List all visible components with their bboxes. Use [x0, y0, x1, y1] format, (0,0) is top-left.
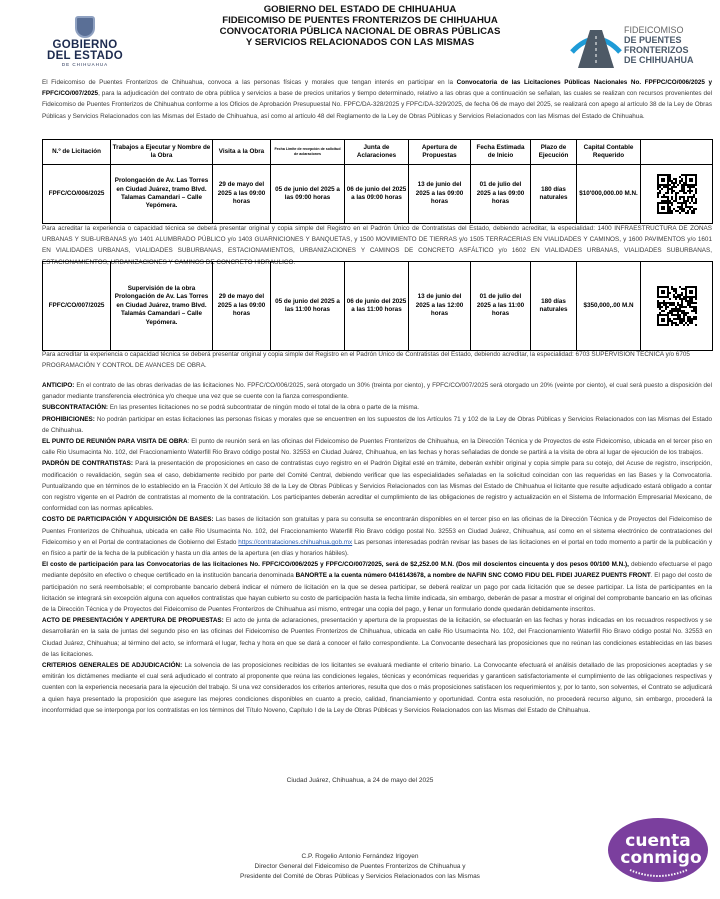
cell-start-date: 01 de julio del 2025 a las 11:00 horas [471, 262, 531, 351]
text: ACTO DE PRESENTACIÓN Y APERTURA DE PROPUESTAS: [42, 617, 224, 625]
text: EL PUNTO DE REUNIÓN PARA VISITA DE OBRA [42, 438, 188, 446]
cell-term: 180 días naturales [531, 165, 577, 224]
costo-paragraph [42, 514, 712, 559]
signer-name: C.P. Rogelio Antonio Fernández Irigoyen [301, 853, 419, 860]
text: Pará la presentación de proposiciones en caso de contratistas cuyo registro en el Padrón Digital esté en trámite, deberán exhibir original y copia simple para su cotejo, del Acuse de registro, inscripción, modificación o revalidación, según sea el caso, debidamente recibido por parte del Comité Central, debiendo verificar que las especialidades señaladas en la solicitud coincidan con las requeridas en las Bases y la Convocatoria. Puntualizando que en términos de lo establecido en la Fracción X del Artículo 38 de la Ley de Obras Públicas y Servicios Relacionados con las Mismas del Estado de Chihuahua el licitante que resulte adjudicado estará obligado a contar con registro vigente en el Padrón de contratistas al momento de la contratación. Los participantes deberán acreditar el cumplimiento de las obligaciones de registro y actualización en el Sistema de Información Empresarial Mexicano, de conformidad con las normas aplicables. [42, 460, 713, 513]
logo-text: DEL ESTADO [46, 50, 124, 62]
logo-text: FRONTERIZOS [624, 45, 689, 55]
text: Las bases de licitación son gratuitas y para su consulta se encontrarán disponibles en el tercer piso en las oficinas de la Dirección Técnica y de Proyectos del Fideicomiso de Puentes Fronterizos de Chihuahua, ubicada en calle Rio Usumacinta No. 102, del Fraccionamiento Waterfill Rio Bravo código postal No. 32553 en Ciudad Juárez, Chihuahua, así como en el sistema electrónico de contrataciones del Fideicomiso y en el Portal de contrataciones de Gobierno del Estado [42, 516, 712, 546]
text: : El punto de reunión será en las oficinas del Fideicomiso de Puentes Fronterizos de Chihuahua, en la Dirección Técnica y de Proyectos de este Fideicomiso, ubicada en el tercer piso en calle Rio Usumacinta No. 102, del Fraccionamiento Waterfill Rio Bravo código postal No. 32553 en Ciudad Juárez, Chihuahua, en las fechas y horas señaladas de donde se partirá a la visita de obra al lugar de ejecución de los trabajos. [42, 438, 712, 457]
text: El costo de participación para las Convocatorias de las licitaciones No. FPFC/CO/006/2025 y FPFC/CO/007/2025, será de $2,252.00 M.N. (Dos mil doscientos cincuenta y dos pesos 00/100 M.N.), [42, 561, 629, 569]
cuenta-conmigo-badge [605, 812, 711, 884]
text: No podrán participar en estas licitaciones las personas físicas y morales que se encuentren en los supuestos de los Artículos 71 y 102 de la Ley de Obras Públicas y Servicios Relacionados con las Mismas del Estado de Chihuahua. [42, 415, 712, 434]
text: Las personas interesadas podrán revisar las bases de las licitaciones en el portal en todo momento a partir de la publicación y en físico a partir de la fecha de la publicación y hasta un día antes de la apertura (en días y horarios hábiles). [42, 538, 712, 558]
place-date: Ciudad Juárez, Chihuahua, a 24 de mayo del 2025 [286, 777, 434, 784]
gobierno-estado-logo [42, 16, 128, 67]
cell-tender-number: FPFC/CO/007/2025 [43, 262, 111, 351]
prohibiciones-paragraph [42, 414, 712, 436]
anticipo-paragraph [42, 380, 712, 402]
cell-site-visit: 29 de mayo del 2025 a las 09:00 horas [213, 262, 271, 351]
column-header: Apertura de Propuestas [409, 140, 471, 165]
column-header: Visita a la Obra [213, 140, 271, 165]
text: ANTICIPO: [42, 382, 75, 389]
badge-text: cuenta [625, 831, 691, 851]
text: . El pago del costo de participación no será reembolsable; el comprobante bancario deberá indicar el número de licitación en la que se desea participar, se deberá realizar un pago por cada licitación que se desee participar. La lista de participantes en la licitación se integrará sin excepción alguna con aquellos contratistas que hayan cubierto su costo de participación hasta la fecha límite indicada, sin embargo, deberán de pasar a mostrar el original del comprobante bancario en las oficinas de la Dirección Técnica y de Proyectos del Fideicomiso de Puentes Fronterizos de Chihuahua así mismo, entregar una copia del pago, y llenar un formulario donde quedarán debidamente inscritos. [42, 572, 713, 614]
text: El Fideicomiso de Puentes Fronterizos de Chihuahua, convoca a las personas físicas y morales que tengan interés en participar en la [42, 79, 457, 86]
column-header: Capital Contable Requerido [577, 140, 641, 165]
cell-tender-number: FPFC/CO/006/2025 [43, 165, 111, 224]
cuenta-conmigo-logo [605, 812, 711, 884]
cell-proposal-opening: 13 de junio del 2025 a las 09:00 horas [409, 165, 471, 224]
subcontratacion-paragraph [42, 402, 712, 413]
text: , para la adjudicación del contrato de obra pública y servicios a base de precios unitarios y tiempo determinado, relativo a las obras que a continuación se señalan, las cuales se realizan con recursos provenientes del Fideicomiso de Puentes Fronterizos de Chihuahua conforme a los Oficios de Aprobación Presupuestal No. FPFC/DA-328/2025 y FPFC/DA-329/2025, de fecha 06 de mayo del 2025, se realizará con apego al artículo 38 de la Ley de Obras Públicas y Servicios Relacionados con las Mismas del Estado de Chihuahua, así como al artículo 48 del Reglamento de la Ley de Obras Públicas y Servicios Relacionados con las Mismas del Estado de Chihuahua. [42, 90, 712, 120]
column-header: Junta de Aclaraciones [345, 140, 409, 165]
cell-proposal-opening: 13 de junio del 2025 a las 12:00 horas [409, 262, 471, 351]
qr-code-icon[interactable] [657, 174, 697, 214]
cell-clarification-deadline: 05 de junio del 2025 a las 11:00 horas [271, 262, 345, 351]
badge-text: conmigo [620, 848, 702, 868]
cell-capital: $350,000,.00 M.N [577, 262, 641, 351]
logo-text: FIDEICOMISO [624, 25, 684, 35]
cell-clarification-deadline: 05 de junio del 2025 a las 09:00 horas [271, 165, 345, 224]
header-line: CONVOCATORIA PÚBLICA NACIONAL DE OBRAS PÚBLICAS [219, 26, 501, 37]
table-row [43, 262, 713, 351]
coat-of-arms-icon [75, 16, 95, 38]
intro-paragraph [42, 77, 712, 122]
table-row [43, 165, 713, 224]
text: SUBCONTRATACIÓN: [42, 404, 109, 412]
table-header-row [43, 140, 713, 165]
column-header: Fecha Límite de recepción de solicitud de aclaraciones [271, 140, 345, 165]
cell-capital: $10'000,000.00 M.N. [577, 165, 641, 224]
signer-title: Presidente del Comité de Obras Públicas y Servicios Relacionados con las Mismas [240, 873, 480, 880]
padron-paragraph [42, 458, 712, 514]
text: En las presentes licitaciones no se podrá subcontratar de ningún modo el total de la obra o parte de la misma. [108, 404, 420, 412]
punto-reunion-paragraph [42, 436, 712, 458]
text: Convocatoria de las Licitaciones Públicas Nacionales No. FPFPC/CO/006/2025 y FPFC/CO/007/2025 [42, 79, 712, 98]
logo-text: DE CHIHUAHUA [61, 62, 109, 67]
text: En el contrato de las obras derivadas de las licitaciones No. FPFC/CO/006/2025, será otorgado un 30% (treinta por ciento), y FPFC/CO/007/2025 será otorgado un 20% (veinte por ciento), el cual será puesto a disposición del ganador mediante transferencia electrónica y/o cheque una vez que se cuente con la fianza correspondiente. [42, 382, 712, 401]
requirements-note-1: Para acreditar la experiencia o capacidad técnica se deberá presentar original y copia simple del Registro en el Padrón Único de Contratistas del Estado, debiendo acreditar, la especialidad: 1400 INFRAESTRUCTURA DE ZONAS URBANAS Y SUB-URBANAS y/o 1401 ALUMBRADO PÚBLICO y/o 1403 GUARNICIONES Y BANQUETAS, y 1500 MOVIMIENTO DE TIERRAS y/o 1505 TERRACERIAS EN VIALIDADES Y CAMINOS, y 1600 PAVIMENTOS y/o 1601 EN VIALIDADES URBANAS, VIALIDADES SUBURBANAS, ESTACIONAMIENTOS, URBANIZACIONES Y CAMINOS DE CONCRETO ASFÁLTICO y/o 1602 EN VIALIDADES URBANAS, VIALIDADES SUBURBANAS, ESTACIONAMIENTOS, URBANIZACIONES Y CAMINOS DE CONCRETO HIDRAULICO. [42, 225, 712, 266]
text: La solvencia de las proposiciones recibidas de los licitantes se evaluará mediante el criterio binario. La Convocante efectuará el análisis detallado de las proposiciones aceptadas y se emitirán los dictámenes mediante el cual será adjudicado el contrato al proponente que reúna las condiciones legales, técnicas y económicas requeridas y garanticen satisfactoriamente el cumplimiento de las obligaciones respectivas y cuenten con la experiencia necesaria para la ejecución del trabajo. Si una vez considerados los criterios anteriores, resulta que dos o más proposiciones satisfacen los requerimientos y, por lo tanto, son solventes, el Contrato se adjudicará a quien haya presentado la proposición que asegure las mejores condiciones disponibles en cuanto a precio, calidad, financiamiento y oportunidad. Contra esta resolución, no procederá recurso alguno, sin embargo, procederá la inconformidad que se interponga por los contratistas en los términos del Título Noveno, Capítulo I de la Ley de Obras Públicas y Servicios Relacionados con las Mismas del Estado de Chihuahua. [42, 662, 712, 714]
qr-header [641, 140, 713, 165]
logo-text: DE CHIHUAHUA [624, 55, 694, 65]
text: CRITERIOS GENERALES DE ADJUDICACIÓN: [42, 662, 183, 670]
text: PROHIBICIONES: [42, 415, 95, 423]
text: COSTO DE PARTICIPACIÓN Y ADQUISICIÓN DE BASES: [42, 516, 214, 524]
signer-title: Director General del Fideicomiso de Puentes Fronterizos de Chihuahua y [254, 863, 466, 870]
column-header: Trabajos a Ejecutar y Nombre de la Obra [111, 140, 213, 165]
terms-section [42, 380, 712, 716]
text: BANORTE a la cuenta número 0416143678, a nombre de NAFIN SNC COMO FIDU DEL FIDEI JUAREZ PUENTS FRONT [295, 572, 651, 580]
criterios-paragraph [42, 660, 712, 716]
text: debiendo efectuarse el pago mediante depósito en efectivo o cheque certificado en la institución bancaria denominada [42, 561, 712, 580]
text: El acto de junta de aclaraciones, presentación y apertura de la propuestas de la licitación, se efectuarán en las fechas y horas indicadas en los recuadros respectivos y se desarrollarán en la sala de juntas del segundo piso en las oficinas del Fideicomiso de Puentes Fronterizos de Chihuahua, ubicada en calle Rio Usumacinta No. 102, del Fraccionamiento Waterfill Rio Bravo código postal No. 32553 en Ciudad Juárez, Chihuahua; al término del acto, se informará el lugar, fecha y hora en que se dará a conocer el fallo correspondiente. La Convocante desechará las proposiciones que no reúnan las condiciones establecidas en las bases de las licitaciones. [42, 617, 712, 658]
qr-cell [641, 165, 713, 224]
qr-code-icon[interactable] [657, 286, 697, 326]
cell-work-name: Supervisión de la obra Prolongación de Av. Las Torres en Ciudad Juárez, tramo Blvd. Talamás Camandari – Calle Yepómera. [111, 262, 213, 351]
acto-paragraph [42, 615, 712, 660]
column-header: N.º de Licitación [43, 140, 111, 165]
cell-site-visit: 29 de mayo del 2025 a las 09:00 horas [213, 165, 271, 224]
header-line: Y SERVICIOS RELACIONADOS CON LAS MISMAS [245, 37, 475, 48]
column-header: Fecha Estimada de Inicio [471, 140, 531, 165]
tender-table-2 [42, 261, 713, 351]
contrataciones-link[interactable]: https://contrataciones.chihuahua.gob.mx [238, 538, 353, 546]
cell-clarification-meeting: 06 de junio del 2025 a las 09:00 horas [345, 165, 409, 224]
logo-text: DE PUENTES [624, 35, 682, 45]
pago-paragraph [42, 559, 712, 615]
tender-table-1 [42, 139, 713, 224]
qr-cell [641, 262, 713, 351]
cell-start-date: 01 de julio del 2025 a las 09:00 horas [471, 165, 531, 224]
column-header: Plazo de Ejecución [531, 140, 577, 165]
logo-text: GOBIERNO [52, 39, 118, 51]
cell-clarification-meeting: 06 de junio del 2025 a las 11:00 horas [345, 262, 409, 351]
cell-work-name: Prolongación de Av. Las Torres en Ciudad Juárez, tramo Blvd. Talamas Camandari – Calle Yepómera. [111, 165, 213, 224]
bridge-road-icon [570, 22, 622, 68]
header-line: FIDEICOMISO DE PUENTES FRONTERIZOS DE CHIHUAHUA [222, 15, 498, 26]
cell-term: 180 días naturales [531, 262, 577, 351]
text: PADRÓN DE CONTRATISTAS: [42, 460, 133, 468]
fideicomiso-logo [570, 22, 700, 68]
requirements-note-2: Para acreditar la experiencia o capacidad técnica se deberá presentar original y copia simple del Registro en el Padrón Único de Contratistas del Estado, debiendo acreditar, la especialidad: 6703 SUPERVISIÓN TÉCNICA y/o 6705 PROGRAMACIÓN Y CONTROL DE AVANCES DE OBRA. [42, 351, 690, 370]
header-line: GOBIERNO DEL ESTADO DE CHIHUAHUA [263, 4, 457, 15]
